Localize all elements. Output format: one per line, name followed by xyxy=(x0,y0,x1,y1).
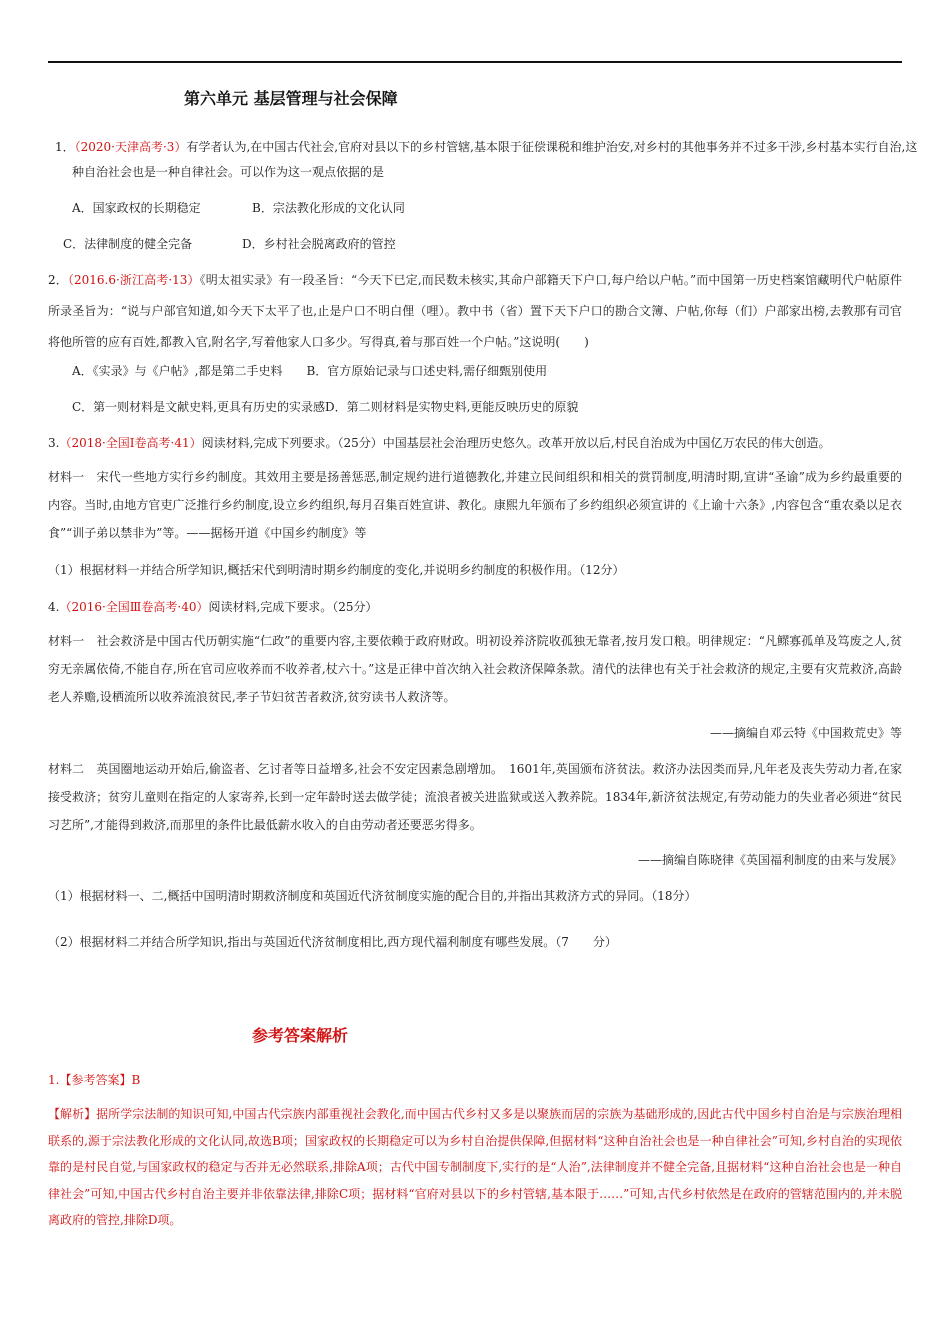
q4-material2-source: ——摘编自陈晓律《英国福利制度的由来与发展》 xyxy=(637,853,902,867)
q4-material2: 材料二 英国圈地运动开始后,偷盗者、乞讨者等日益增多,社会不安定因素急剧增加。 1601年,英国颁布济贫法。救济办法因类而异,凡年老及丧失劳动力者,在家接受救济；贫穷儿童则在指定的人家寄养,长到一定年龄时送去做学徒；流浪者被关进监狱或送入教养院。1834年,新济贫法规定,有劳动能力的失业者必须进“贫民习艺所”,才能得到救济,而那里的条件比最低薪水收入的自由劳动者还要恶劣得多。 xyxy=(48,762,902,832)
unit-title: 第六单元 基层管理与社会保障 xyxy=(184,89,398,108)
q1-option-a: A．国家政权的长期稳定 xyxy=(72,201,201,215)
q4-line xyxy=(48,598,378,616)
q4-number: 4. xyxy=(48,600,60,614)
q1-analysis: 【解析】据所学宗法制的知识可知,中国古代宗族内部重视社会教化,而中国古代乡村又多是以聚族而居的宗族为基础形成的,因此古代中国乡村自治是与宗族治理相联系的,源于宗法教化形成的文化认同,故选B项；国家政权的长期稳定可以为乡村自治提供保障,但据材料“这种自治社会也是一种自律社会”可知,乡村自治的实现依靠的是村民自觉,与国家政权的稳定与否并无必然联系,排除A项；古代中国专制制度下,实行的是“人治”,法律制度并不健全完备,且据材料“这种自治社会也是一种自律社会”可知,中国古代乡村自治主要并非依靠法律,排除C项；据材料“官府对县以下的乡村管辖,基本限于……”可知,古代乡村依然是在政府的管辖范围内的,并未脱离政府的管控,排除D项。 xyxy=(48,1107,902,1227)
q3-line xyxy=(48,434,831,452)
q1-number: 1． xyxy=(55,140,75,154)
q1-answer: 1.【参考答案】B xyxy=(48,1073,141,1087)
q4-source: （2016·全国Ⅲ卷高考·40） xyxy=(59,600,209,614)
q3-source: （2018·全国Ⅰ卷高考·41） xyxy=(59,436,202,450)
q4-stem: 阅读材料,完成下要求。（25分） xyxy=(208,600,378,614)
q2-options-ab: A．《实录》与《户帖》,都是第二手史料 B．官方原始记录与口述史料,需仔细甄别使用 xyxy=(72,364,548,378)
answers-title: 参考答案解析 xyxy=(252,1026,349,1045)
q1-source: （2020·天津高考·3） xyxy=(74,140,187,154)
q3-subquestion1: （1）根据材料一并结合所学知识,概括宋代到明清时期乡约制度的变化,并说明乡约制度的积极作用。（12分） xyxy=(48,563,625,577)
q2-options-cd: C．第一则材料是文献史料,更具有历史的实录感D．第二则材料是实物史料,更能反映历史的原貌 xyxy=(72,400,579,414)
q2-stem: 《明太祖实录》有一段圣旨：“今天下已定,而民数未核实,其命户部籍天下户口,每户给以户帖。”而中国第一历史档案馆藏明代户帖原件所录圣旨为：“说与户部官知道,如今天下太平了也,止是户口不明白俚（哩）。教中书（省）置下天下户口的勘合文簿、户帖,你每（们）户部家出榜,去教那有司官将他所管的应有百姓,都教入官,附名字,写着他家人口多少。写得真,着与那百姓一个户帖。”这说明( ) xyxy=(48,273,903,349)
q2-number: 2． xyxy=(48,273,68,287)
q1-stem-line1: 有学者认为,在中国古代社会,官府对县以下的乡村管辖,基本限于征偿课税和维护治安,对乡村的其他事务并不过多干涉,乡村基本实行自治,这 xyxy=(186,140,918,154)
q1-line1 xyxy=(55,138,917,156)
q3-number: 3. xyxy=(48,436,60,450)
q1-option-c: C．法律制度的健全完备 xyxy=(63,237,193,251)
q4-material1: 材料一 社会救济是中国古代历朝实施“仁政”的重要内容,主要依赖于政府财政。明初设养济院收孤独无靠者,按月发口粮。明律规定：“凡鳏寡孤单及笃废之人,贫穷无亲属依倚,不能自存,所在官司应收养而不收养者,杖六十。”这是正律中首次纳入社会救济保障条款。清代的法律也有关于社会救济的规定,主要有灾荒救济,高龄老人养赡,设栖流所以收养流浪贫民,孝子节妇贫苦者救济,贫穷读书人救济等。 xyxy=(48,634,902,704)
q4-subquestion1: （1）根据材料一、二,概括中国明清时期救济制度和英国近代济贫制度实施的配合目的,并指出其救济方式的异同。（18分） xyxy=(48,889,697,903)
q3-material1: 材料一 宋代一些地方实行乡约制度。其效用主要是扬善惩恶,制定规约进行道德教化,并建立民间组织和相关的赏罚制度,明清时期,宣讲“圣谕”成为乡约最重要的内容。当时,由地方官吏广泛推行乡约制度,设立乡约组织,每月召集百姓宣讲、教化。康熙九年颁布了乡约组织必须宣讲的《上谕十六条》,内容包含“重农桑以足衣食”“训子弟以禁非为”等。——据杨开道《中国乡约制度》等 xyxy=(48,470,902,540)
q2-stem-block xyxy=(48,265,902,358)
q4-material1-source: ——摘编自邓云特《中国救荒史》等 xyxy=(709,726,902,740)
q1-option-d: D．乡村社会脱离政府的管控 xyxy=(242,237,396,251)
q1-option-b: B．宗法教化形成的文化认同 xyxy=(252,201,405,215)
header-rule xyxy=(48,61,902,63)
q1-stem-line2: 种自治社会也是一种自律社会。可以作为这一观点依据的是 xyxy=(72,165,385,179)
q4-subquestion2: （2）根据材料二并结合所学知识,指出与英国近代济贫制度相比,西方现代福利制度有哪些发展。（7 分） xyxy=(48,935,617,949)
q2-source: （2016.6·浙江高考·13） xyxy=(67,273,200,287)
q3-stem: 阅读材料,完成下列要求。（25分）中国基层社会治理历史悠久。改革开放以后,村民自治成为中国亿万农民的伟大创造。 xyxy=(201,436,831,450)
